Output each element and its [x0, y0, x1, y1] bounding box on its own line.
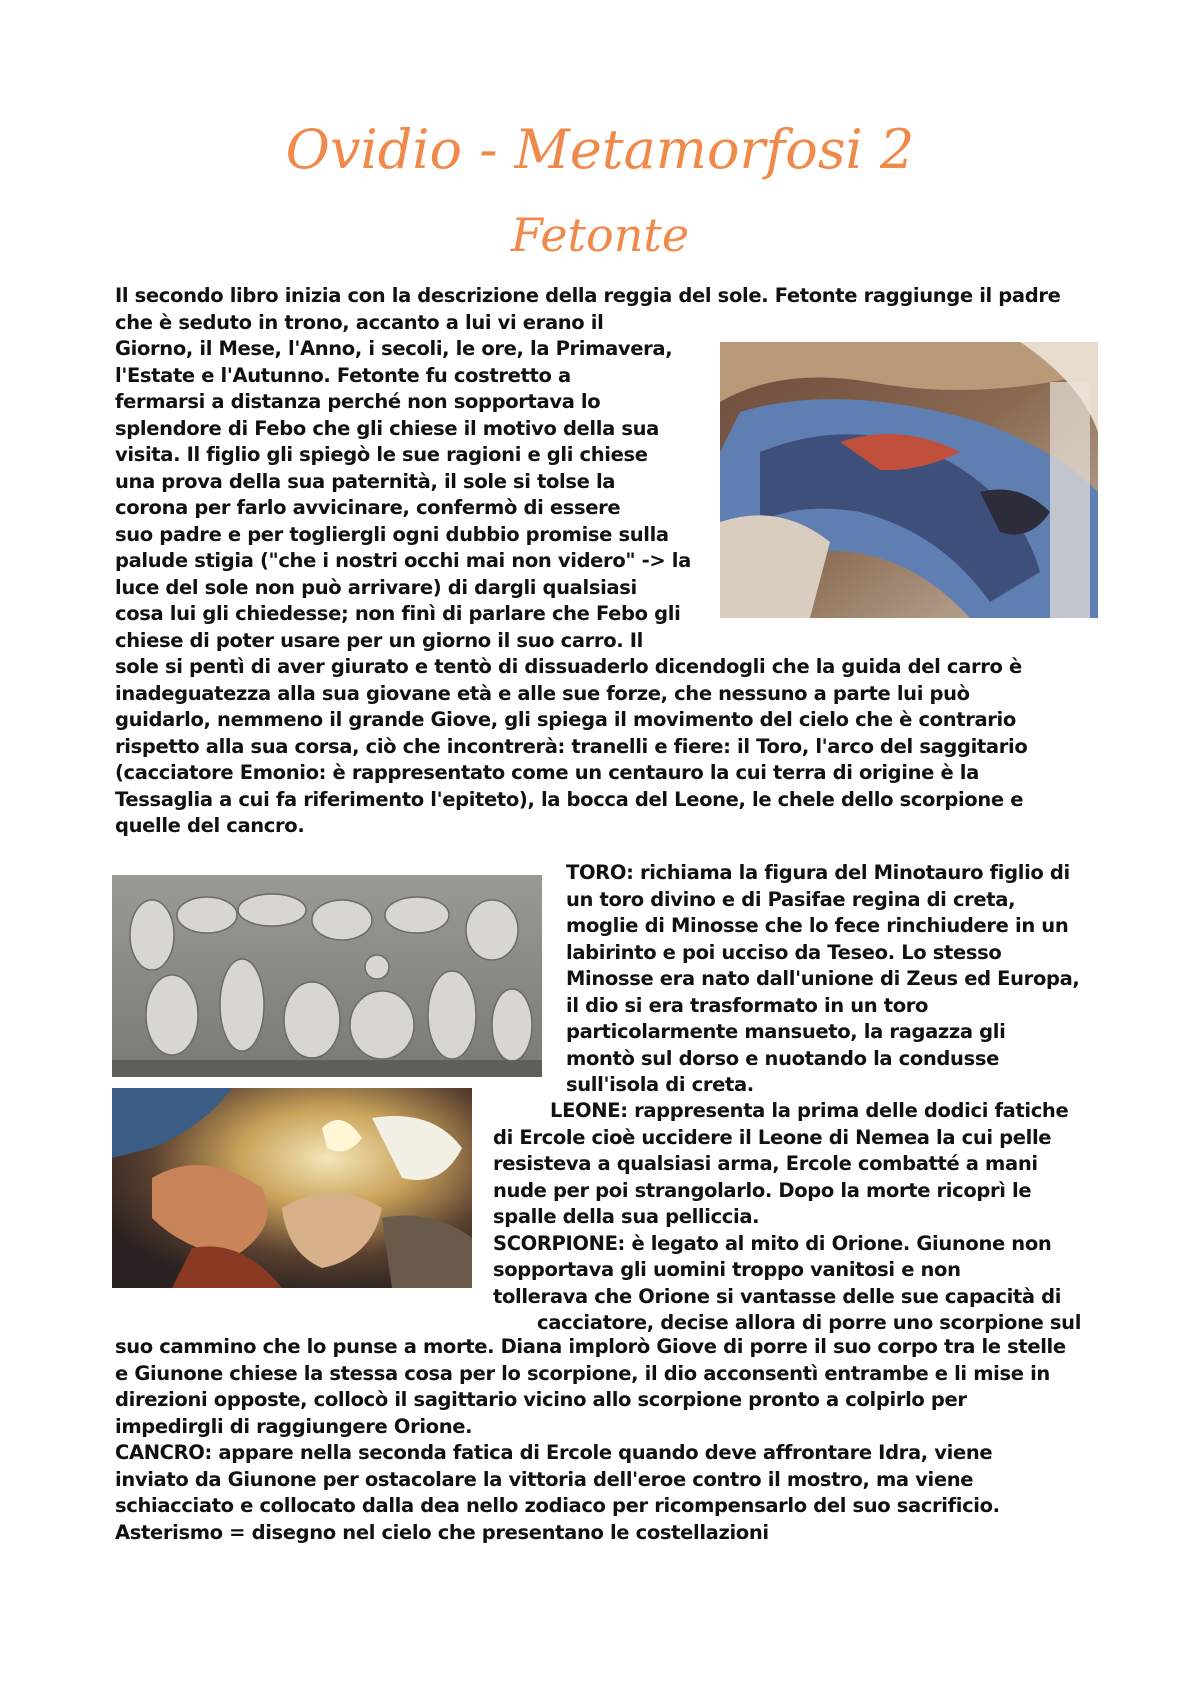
text-line: spalle della sua pelliccia.: [493, 1205, 760, 1228]
text-line: Tessaglia a cui fa riferimento l'epiteto), la bocca del Leone, le chele dello scorpione e: [115, 787, 1024, 811]
page-title: Ovidio - Metamorfosi 2: [285, 118, 915, 181]
leone-scorpione-paragraph: [493, 1098, 1081, 1337]
text-line: Giorno, il Mese, l'Anno, i secoli, le ore, la Primavera,: [115, 337, 673, 360]
text-line: e Giunone chiese la stessa cosa per lo scorpione, il dio acconsentì entrambe e li mise in: [115, 1361, 1050, 1385]
text-line: suo padre e per togliergli ogni dubbio promise sulla: [115, 522, 669, 546]
text-line: suo cammino che lo punse a morte. Diana implorò Giove di porre il suo corpo tra le stelle: [115, 1335, 1066, 1358]
text-line: particolarmente mansueto, la ragazza gli: [566, 1020, 1006, 1043]
text-line: visita. Il figlio gli spiegò le sue ragioni e gli chiese: [115, 443, 648, 466]
text-line: sull'isola di creta.: [566, 1073, 754, 1096]
text-line: guidarlo, nemmeno il grande Giove, gli spiega il movimento del cielo che è contrario: [115, 708, 1016, 731]
text-line: corona per farlo avvicinare, confermò di essere: [115, 496, 621, 519]
text-line: rispetto alla sua corsa, ciò che incontrerà: tranelli e fiere: il Toro, l'arco del saggitario: [115, 734, 1028, 758]
text-line: luce del sole non può arrivare) di dargli qualsiasi: [115, 575, 637, 599]
text-line: nude per poi strangolarlo. Dopo la morte ricoprì le: [493, 1178, 1032, 1202]
text-line: fermarsi a distanza perché non sopportava lo: [115, 390, 601, 413]
text-line: labirinto e poi ucciso da Teseo. Lo stesso: [566, 940, 1002, 964]
text-line: chiese di poter usare per un giorno il suo carro. Il: [115, 628, 643, 652]
text-line: schiacciato e collocato dalla dea nello zodiaco per ricompensarlo del suo sacrificio.: [115, 1494, 1000, 1517]
text-line: TORO: richiama la figura del Minotauro figlio di: [566, 861, 1070, 884]
text-line: splendore di Febo che gli chiese il motivo della sua: [115, 416, 659, 440]
text-line: resisteva a qualsiasi arma, Ercole combatté a mani: [493, 1152, 1038, 1175]
text-line: direzioni opposte, collocò il sagittario vicino allo scorpione pronto a colpirlo per: [115, 1388, 967, 1411]
text-line: quelle del cancro.: [115, 814, 305, 837]
text-line: LEONE: rappresenta la prima delle dodici fatiche: [550, 1099, 1069, 1122]
text-line: Minosse era nato dall'unione di Zeus ed Europa,: [566, 967, 1080, 990]
text-line: una prova della sua paternità, il sole si tolse la: [115, 469, 616, 493]
sarcophagus-relief-image: [112, 875, 542, 1077]
text-line: un toro divino e di Pasifae regina di creta,: [566, 887, 1016, 911]
text-line: che è seduto in trono, accanto a lui vi erano il: [115, 310, 604, 334]
text-line: l'Estate e l'Autunno. Fetonte fu costretto a: [115, 363, 571, 387]
text-line: il dio si era trasformato in un toro: [566, 993, 929, 1017]
text-line: cosa lui gli chiedesse; non finì di parlare che Febo gli: [115, 602, 681, 625]
text-line: moglie di Minosse che lo fece rinchiudere in un: [566, 914, 1069, 937]
text-line: tollerava che Orione si vantasse delle sue capacità di: [493, 1284, 1062, 1308]
text-line: cacciatore, decise allora di porre uno scorpione sul: [537, 1311, 1082, 1334]
text-line: di Ercole cioè uccidere il Leone di Nemea la cui pelle: [493, 1125, 1052, 1149]
ceiling-fresco-image: [720, 342, 1098, 618]
text-line: (cacciatore Emonio: è rappresentato come un centauro la cui terra di origine è la: [115, 761, 979, 784]
text-line: CANCRO: appare nella seconda fatica di Ercole quando deve affrontare Idra, viene: [115, 1441, 993, 1464]
text-line: inadeguatezza alla sua giovane età e alle sue forze, che nessuno a parte lui può: [115, 681, 970, 705]
page-subtitle: Fetonte: [510, 208, 690, 262]
rubens-painting-image: [112, 1088, 472, 1288]
text-line: SCORPIONE: è legato al mito di Orione. Giunone non: [493, 1231, 1052, 1255]
text-line: sole si pentì di aver giurato e tentò di dissuaderlo dicendogli che la guida del carro è: [115, 655, 1022, 678]
toro-paragraph: [566, 860, 1079, 1099]
text-line: Il secondo libro inizia con la descrizione della reggia del sole. Fetonte raggiunge il padre: [115, 284, 1061, 307]
text-line: inviato da Giunone per ostacolare la vittoria dell'eroe contro il mostro, ma viene: [115, 1467, 974, 1491]
text-line: montò sul dorso e nuotando la condusse: [566, 1046, 999, 1070]
text-line: sopportava gli uomini troppo vanitosi e non: [493, 1258, 961, 1281]
text-line: palude stigia ("che i nostri occhi mai non videro" -> la: [115, 549, 691, 572]
text-line: impedirgli di raggiungere Orione.: [115, 1414, 473, 1438]
text-line: Asterismo = disegno nel cielo che presentano le costellazioni: [115, 1520, 769, 1544]
closing-paragraph: [115, 1334, 1066, 1546]
